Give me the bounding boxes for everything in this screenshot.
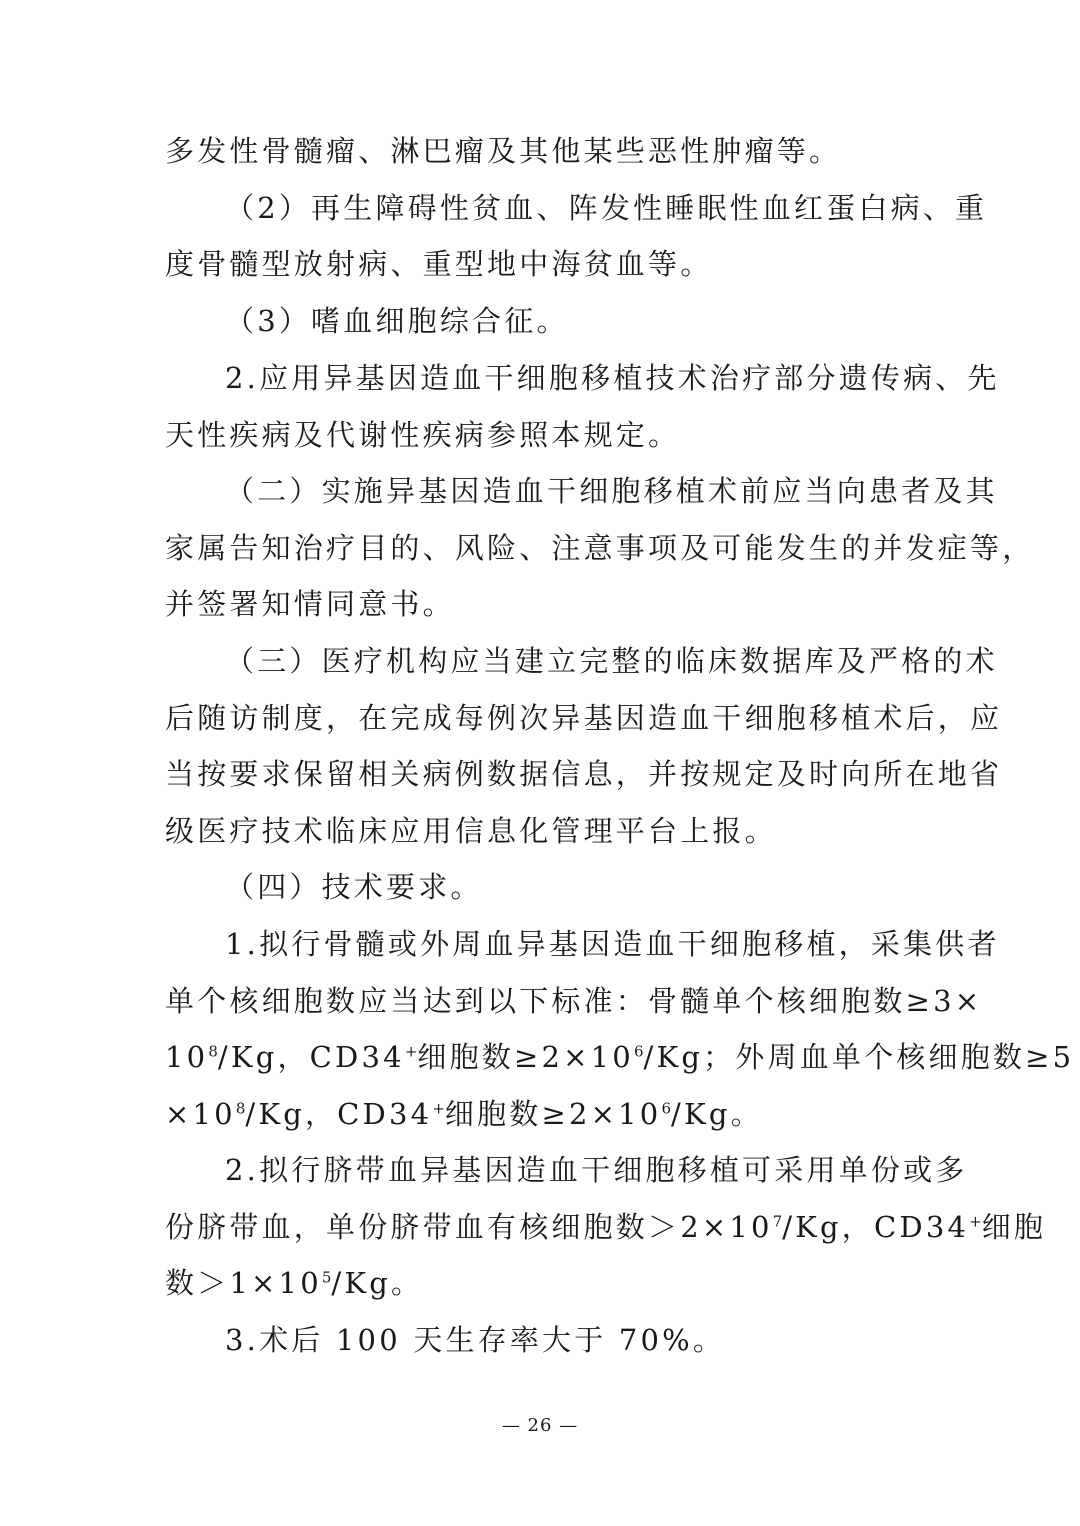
superscript: 8 <box>235 1099 246 1118</box>
formula-text: /Kg，CD34 <box>217 1040 405 1074</box>
paragraph-line: （三）医疗机构应当建立完整的临床数据库及严格的术 <box>225 644 998 678</box>
superscript: + <box>432 1099 445 1118</box>
formula-line <box>165 1209 1047 1245</box>
formula-text: 数＞1×10 <box>165 1266 322 1300</box>
paragraph-line: （3）嗜血细胞综合征。 <box>225 304 569 338</box>
paragraph-line: （2）再生障碍性贫血、阵发性睡眠性血红蛋白病、重 <box>225 191 988 225</box>
superscript: 8 <box>208 1042 218 1061</box>
superscript: + <box>404 1042 418 1061</box>
superscript: 7 <box>772 1212 783 1231</box>
paragraph-line: 2.拟行脐带血异基因造血干细胞移植可采用单份或多 <box>225 1153 968 1187</box>
formula-text: /Kg。 <box>671 1097 763 1131</box>
paragraph-line: 后随访制度，在完成每例次异基因造血干细胞移植术后，应 <box>165 701 1003 735</box>
paragraph-line: 并签署知情同意书。 <box>165 587 455 621</box>
paragraph-line: （二）实施异基因造血干细胞移植术前应当向患者及其 <box>225 474 998 508</box>
paragraph-line: 多发性骨髓瘤、淋巴瘤及其他某些恶性肿瘤等。 <box>165 134 842 168</box>
formula-text: 份脐带血，单份脐带血有核细胞数＞2×10 <box>165 1210 773 1244</box>
paragraph-line: 1.拟行骨髓或外周血异基因造血干细胞移植，采集供者 <box>225 927 1000 961</box>
formula-text: /Kg，CD34 <box>782 1210 970 1244</box>
formula-text: 细胞数≥2×10 <box>417 1040 634 1074</box>
superscript: 6 <box>633 1042 644 1061</box>
formula-text: /Kg，CD34 <box>245 1097 433 1131</box>
paragraph-line: 3.术后 100 天生存率大于 70%。 <box>225 1323 726 1357</box>
formula-text: /Kg；外周血单个核细胞数≥5 <box>643 1040 1075 1074</box>
superscript: + <box>969 1212 982 1231</box>
paragraph-line: 当按要求保留相关病例数据信息，并按规定及时向所在地省 <box>165 757 1003 791</box>
superscript: 6 <box>661 1099 671 1118</box>
formula-text: 10 <box>165 1040 209 1074</box>
formula-line <box>165 1265 925 1301</box>
formula-text: 细胞 <box>981 1210 1047 1244</box>
paragraph-line: 2.应用异基因造血干细胞移植技术治疗部分遗传病、先 <box>225 361 1000 395</box>
paragraph-line: 家属告知治疗目的、风险、注意事项及可能发生的并发症等， <box>165 531 1035 565</box>
superscript: 5 <box>321 1268 332 1287</box>
paragraph-line: 级医疗技术临床应用信息化管理平台上报。 <box>165 814 777 848</box>
paragraph-line: 单个核细胞数应当达到以下标准：骨髓单个核细胞数≥3× <box>165 984 983 1018</box>
formula-line <box>165 1039 1075 1075</box>
paragraph-line: 度骨髓型放射病、重型地中海贫血等。 <box>165 247 713 281</box>
page-number: — 26 — <box>501 1415 579 1436</box>
paragraph-line: （四）技术要求。 <box>225 870 483 904</box>
formula-line <box>165 1096 925 1132</box>
formula-text: ×10 <box>165 1097 236 1131</box>
paragraph-line: 天性疾病及代谢性疾病参照本规定。 <box>165 418 681 452</box>
formula-text: /Kg。 <box>331 1266 424 1300</box>
formula-text: 细胞数≥2×10 <box>444 1097 662 1131</box>
